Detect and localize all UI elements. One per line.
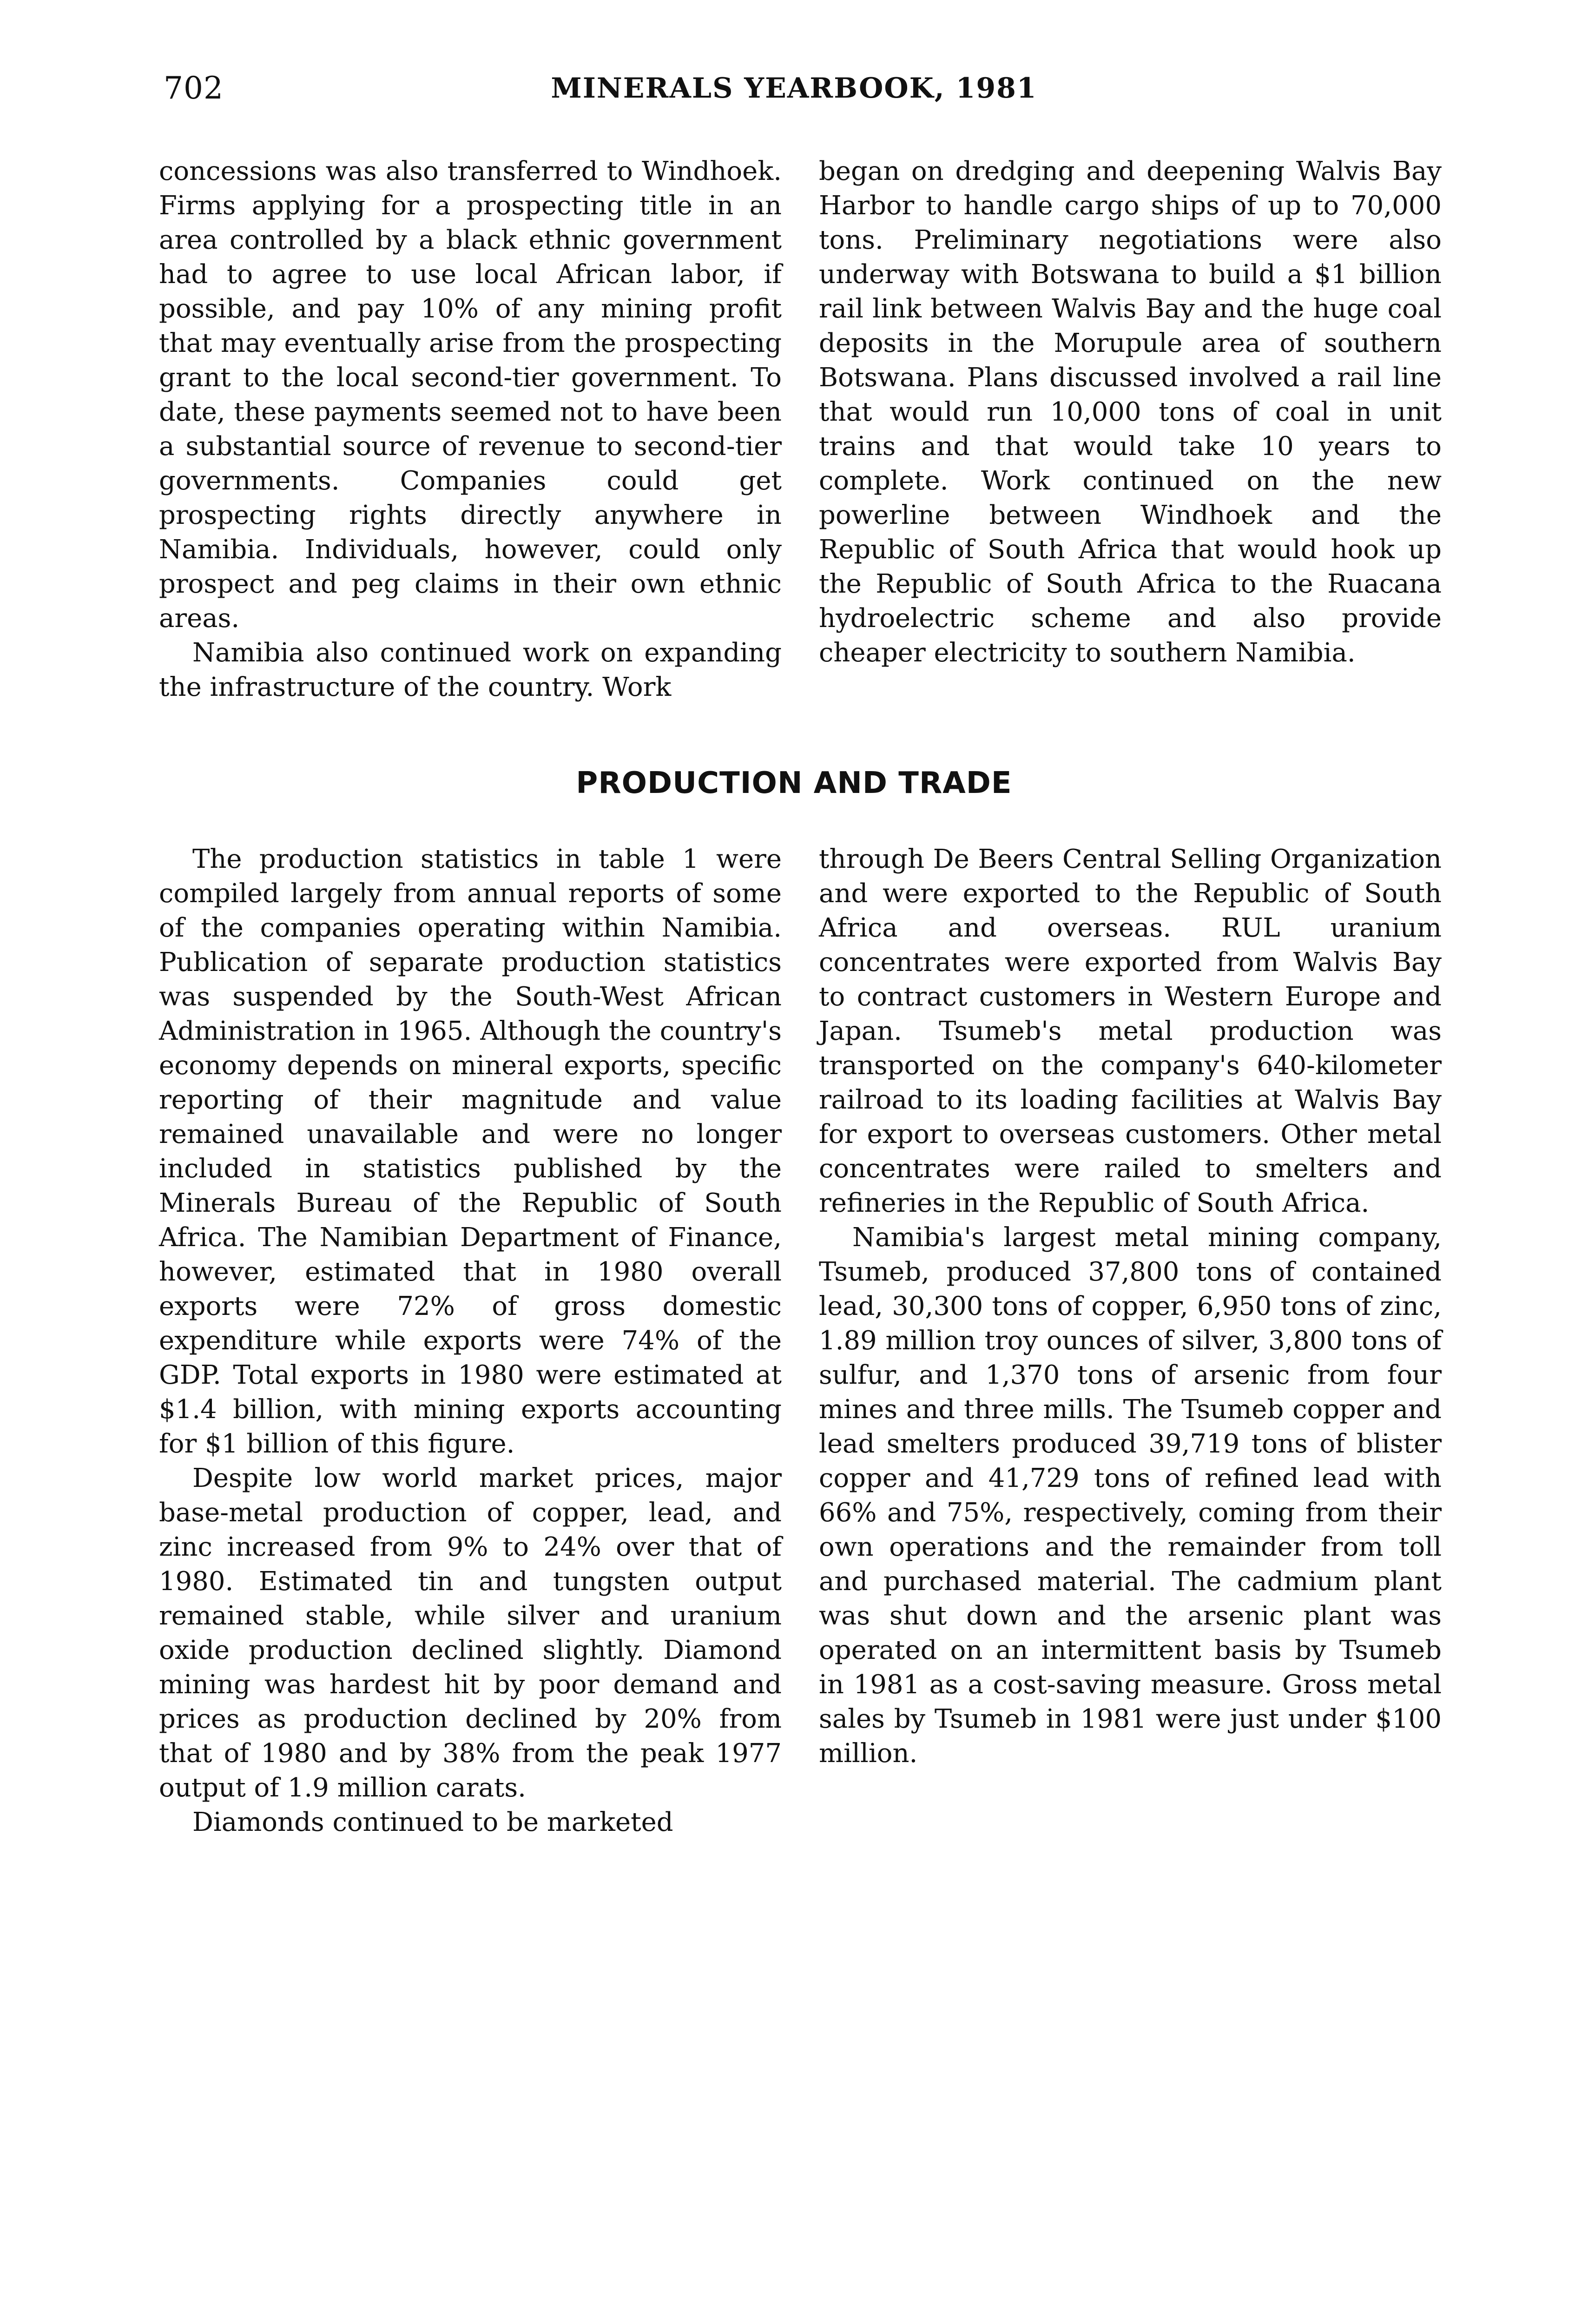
paragraph: began on dredging and deepening Walvis Bay Harbor to handle cargo ships of up to 70,000 tons. Preliminary negotiations were also underway with Botswana to build a $1 billion rail link between Walvis Bay and the huge coal deposits in the Morupule area of southern Botswana. Plans discussed involved a rail line that would run 10,000 tons of coal in unit trains and that would take 10 years to complete. Work continued on the new powerline between Windhoek and the Republic of South Africa that would hook up the Republic of South Africa to the Ruacana hydroelectric scheme and also provide cheaper electricity to southern Namibia. (819, 156, 1442, 668)
bottom-right-column (819, 842, 1442, 1771)
paragraph: Namibia also continued work on expanding the infrastructure of the country. Work (159, 638, 782, 702)
top-right-column (819, 154, 1442, 670)
paragraph: Diamonds continued to be marketed (192, 1807, 673, 1837)
paragraph: Despite low world market prices, major base-metal production of copper, lead, and zinc increased from 9% to 24% over that of 1980. Estimated tin and tungsten output remained stable, while silver and uranium oxide production declined slightly. Diamond mining was hardest hit by poor demand and prices as production declined by 20% from that of 1980 and by 38% from the peak 1977 output of 1.9 million carats. (159, 1463, 782, 1803)
bottom-left-column (159, 842, 782, 1840)
paragraph: concessions was also transferred to Windhoek. Firms applying for a prospecting title in an area controlled by a black ethnic government had to agree to use local African labor, if possible, and pay 10% of any mining profit that may eventually arise from the prospecting grant to the local second-tier government. To date, these payments seemed not to have been a substantial source of revenue to second-tier governments. Companies could get prospecting rights directly anywhere in Namibia. Individuals, however, could only prospect and peg claims in their own ethnic areas. (159, 156, 782, 634)
top-left-column (159, 154, 782, 705)
section-heading: PRODUCTION AND TRADE (576, 766, 1012, 800)
running-title: MINERALS YEARBOOK, 1981 (551, 72, 1037, 105)
paragraph: Namibia's largest metal mining company, Tsumeb, produced 37,800 tons of contained lead, 30,300 tons of copper, 6,950 tons of zinc, 1.89 million troy ounces of silver, 3,800 tons of sulfur, and 1,370 tons of arsenic from four mines and three mills. The Tsumeb copper and lead smelters produced 39,719 tons of blister copper and 41,729 tons of refined lead with 66% and 75%, respectively, coming from their own operations and the remainder from toll and purchased material. The cadmium plant was shut down and the arsenic plant was operated on an intermittent basis by Tsumeb in 1981 as a cost-saving measure. Gross metal sales by Tsumeb in 1981 were just under $100 million. (819, 1222, 1442, 1769)
page-number: 702 (164, 70, 224, 106)
paragraph: through De Beers Central Selling Organization and were exported to the Republic of South Africa and overseas. RUL uranium concentrates were exported from Walvis Bay to contract customers in Western Europe and Japan. Tsumeb's metal production was transported on the company's 640-kilometer railroad to its loading facilities at Walvis Bay for export to overseas customers. Other metal concentrates were railed to smelters and refineries in the Republic of South Africa. (819, 844, 1442, 1218)
paragraph: The production statistics in table 1 were compiled largely from annual reports of some of the companies operating within Namibia. Publication of separate production statistics was suspended by the South-West African Administration in 1965. Although the country's economy depends on mineral exports, specific reporting of their magnitude and value remained unavailable and were no longer included in statistics published by the Minerals Bureau of the Republic of South Africa. The Namibian Department of Finance, however, estimated that in 1980 overall exports were 72% of gross domestic expenditure while exports were 74% of the GDP. Total exports in 1980 were estimated at $1.4 billion, with mining exports accounting for $1 billion of this figure. (159, 844, 782, 1459)
